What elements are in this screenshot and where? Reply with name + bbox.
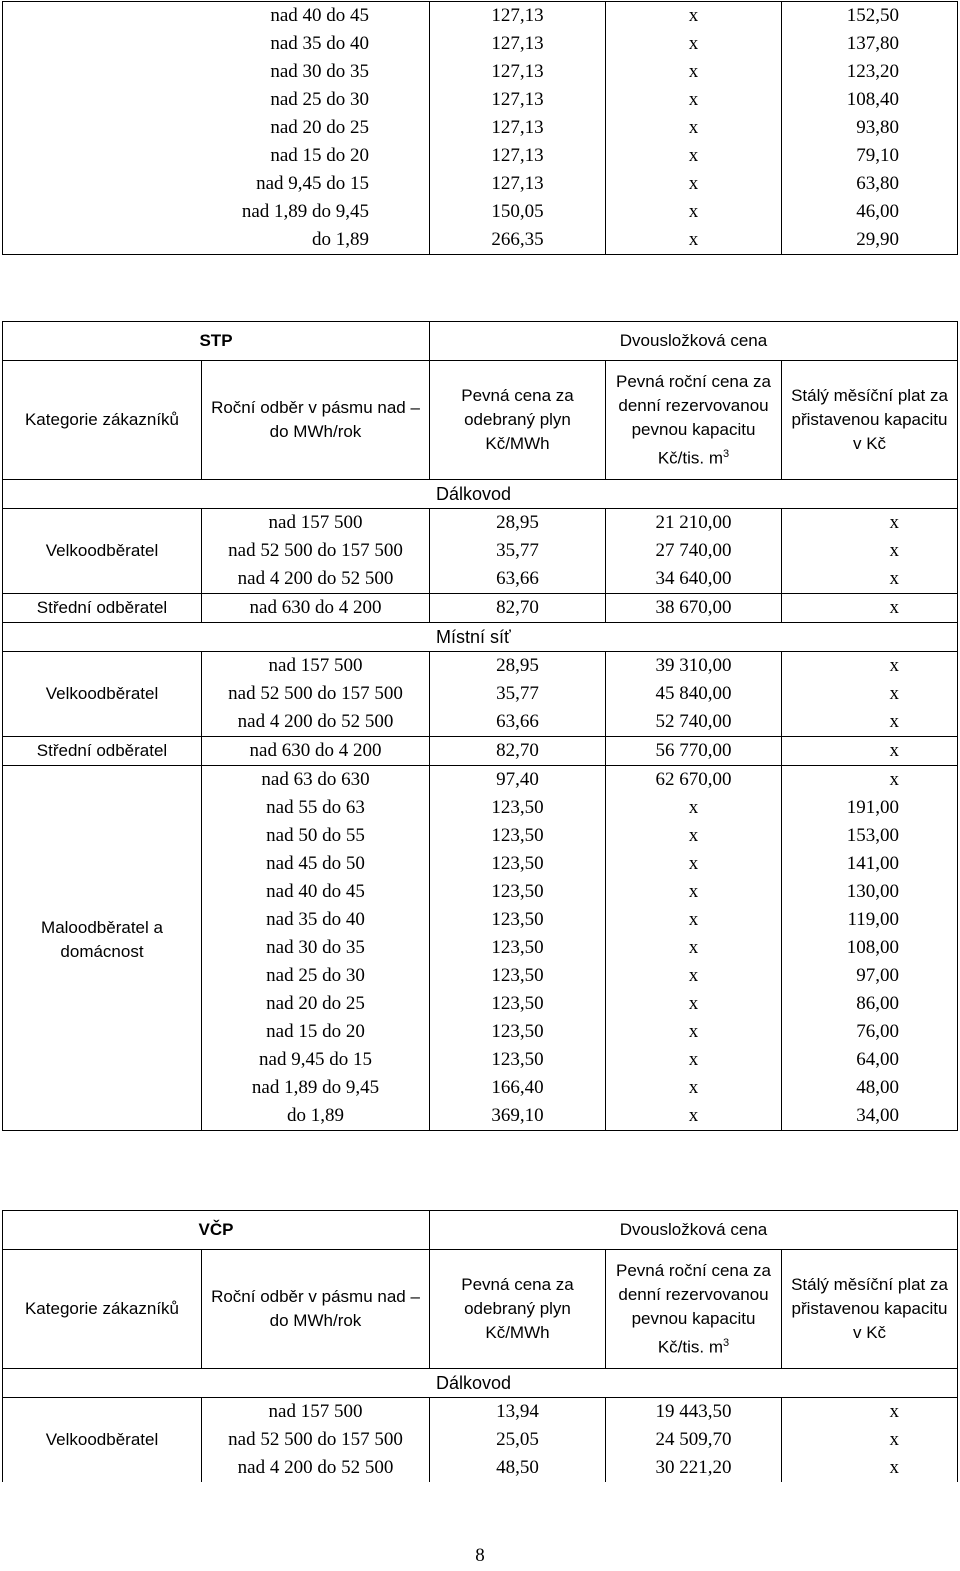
table-row bbox=[3, 1398, 958, 1427]
cell-monthly-fee: 97,00 bbox=[782, 962, 958, 990]
cell-fixed-price: 35,77 bbox=[430, 537, 606, 565]
cell-daily-capacity: x bbox=[606, 1046, 782, 1074]
cell-fixed-price: 127,13 bbox=[430, 86, 606, 114]
cell-range: nad 1,89 do 9,45 bbox=[3, 198, 430, 226]
cell-fixed-price: 127,13 bbox=[430, 170, 606, 198]
cell-monthly-fee: x bbox=[782, 537, 958, 565]
cell-daily-capacity: x bbox=[606, 794, 782, 822]
cell-fixed-price: 127,13 bbox=[430, 2, 606, 31]
header-daily-capacity bbox=[606, 361, 782, 480]
header-range: Roční odběr v pásmu nad – do MWh/rok bbox=[202, 361, 430, 480]
cell-fixed-price: 127,13 bbox=[430, 114, 606, 142]
cell-fixed-price: 97,40 bbox=[430, 766, 606, 795]
cell-fixed-price: 63,66 bbox=[430, 708, 606, 737]
cell-range: nad 630 do 4 200 bbox=[202, 594, 430, 623]
header-category: Kategorie zákazníků bbox=[3, 361, 202, 480]
cell-fixed-price: 266,35 bbox=[430, 226, 606, 255]
cell-range: nad 4 200 do 52 500 bbox=[202, 565, 430, 594]
cell-range: nad 4 200 do 52 500 bbox=[202, 1454, 430, 1482]
cell-range: nad 9,45 do 15 bbox=[3, 170, 430, 198]
vcp-table-body bbox=[3, 1211, 958, 1483]
cell-daily-capacity: x bbox=[606, 2, 782, 31]
two-part-price-header: Dvousložková cena bbox=[430, 1211, 958, 1250]
table-row bbox=[3, 170, 958, 198]
cell-fixed-price: 123,50 bbox=[430, 822, 606, 850]
cell-range: nad 25 do 30 bbox=[3, 86, 430, 114]
cell-range: nad 35 do 40 bbox=[202, 906, 430, 934]
header-fixed-price: Pevná cena za odebraný plyn Kč/MWh bbox=[430, 1250, 606, 1369]
cell-monthly-fee: 79,10 bbox=[782, 142, 958, 170]
table-row bbox=[3, 509, 958, 538]
cell-daily-capacity: x bbox=[606, 170, 782, 198]
cell-range: nad 4 200 do 52 500 bbox=[202, 708, 430, 737]
table-row bbox=[3, 198, 958, 226]
cell-range: nad 55 do 63 bbox=[202, 794, 430, 822]
category-stredni-odberatel: Střední odběratel bbox=[3, 594, 202, 623]
cell-daily-capacity: x bbox=[606, 30, 782, 58]
section-label-dalkovod: Dálkovod bbox=[3, 1369, 958, 1398]
cell-monthly-fee: x bbox=[782, 680, 958, 708]
cell-range: nad 9,45 do 15 bbox=[202, 1046, 430, 1074]
cell-monthly-fee: 130,00 bbox=[782, 878, 958, 906]
cell-fixed-price: 127,13 bbox=[430, 142, 606, 170]
cell-range: do 1,89 bbox=[202, 1102, 430, 1131]
cell-fixed-price: 28,95 bbox=[430, 652, 606, 681]
cell-fixed-price: 13,94 bbox=[430, 1398, 606, 1427]
table-row bbox=[3, 594, 958, 623]
cell-monthly-fee: 153,00 bbox=[782, 822, 958, 850]
cell-range: nad 30 do 35 bbox=[202, 934, 430, 962]
table-row bbox=[3, 1369, 958, 1398]
cell-fixed-price: 35,77 bbox=[430, 680, 606, 708]
cell-range: nad 630 do 4 200 bbox=[202, 737, 430, 766]
cell-daily-capacity: 27 740,00 bbox=[606, 537, 782, 565]
table-row bbox=[3, 30, 958, 58]
cell-fixed-price: 123,50 bbox=[430, 934, 606, 962]
cell-range: nad 35 do 40 bbox=[3, 30, 430, 58]
table-row bbox=[3, 2, 958, 31]
category-maloodberatel: Maloodběratel a domácnost bbox=[3, 766, 202, 1131]
cell-daily-capacity: 45 840,00 bbox=[606, 680, 782, 708]
cell-fixed-price: 82,70 bbox=[430, 737, 606, 766]
header-daily-sup: 3 bbox=[723, 1336, 730, 1349]
cell-daily-capacity: x bbox=[606, 1018, 782, 1046]
cell-daily-capacity: 56 770,00 bbox=[606, 737, 782, 766]
cell-range: nad 40 do 45 bbox=[3, 2, 430, 31]
cell-monthly-fee: x bbox=[782, 1426, 958, 1454]
table-row bbox=[3, 766, 958, 795]
cell-daily-capacity: 19 443,50 bbox=[606, 1398, 782, 1427]
header-monthly-fee: Stálý měsíční plat za přistavenou kapacitu v Kč bbox=[782, 1250, 958, 1369]
cell-daily-capacity: 38 670,00 bbox=[606, 594, 782, 623]
cell-fixed-price: 166,40 bbox=[430, 1074, 606, 1102]
cell-monthly-fee: 34,00 bbox=[782, 1102, 958, 1131]
header-daily-capacity bbox=[606, 1250, 782, 1369]
cell-range: nad 30 do 35 bbox=[3, 58, 430, 86]
cell-daily-capacity: x bbox=[606, 878, 782, 906]
table-row bbox=[3, 652, 958, 681]
cell-monthly-fee: x bbox=[782, 652, 958, 681]
table-row bbox=[3, 737, 958, 766]
cell-daily-capacity: x bbox=[606, 906, 782, 934]
page-number: 8 bbox=[475, 1545, 485, 1566]
header-daily-text: Pevná roční cena za denní rezervovanou pevnou kapacitu Kč/tis. m bbox=[616, 371, 771, 468]
cell-monthly-fee: 141,00 bbox=[782, 850, 958, 878]
cell-monthly-fee: x bbox=[782, 1398, 958, 1427]
category-velkoodberatel: Velkoodběratel bbox=[3, 652, 202, 737]
cell-range: nad 52 500 do 157 500 bbox=[202, 1426, 430, 1454]
continuation-table-body bbox=[3, 2, 958, 255]
table-row bbox=[3, 142, 958, 170]
cell-fixed-price: 150,05 bbox=[430, 198, 606, 226]
cell-range: nad 157 500 bbox=[202, 1398, 430, 1427]
cell-monthly-fee: 123,20 bbox=[782, 58, 958, 86]
category-stredni-odberatel: Střední odběratel bbox=[3, 737, 202, 766]
cell-daily-capacity: 39 310,00 bbox=[606, 652, 782, 681]
cell-monthly-fee: 46,00 bbox=[782, 198, 958, 226]
header-fixed-price: Pevná cena za odebraný plyn Kč/MWh bbox=[430, 361, 606, 480]
cell-monthly-fee: 152,50 bbox=[782, 2, 958, 31]
cell-range: nad 157 500 bbox=[202, 652, 430, 681]
cell-monthly-fee: 48,00 bbox=[782, 1074, 958, 1102]
cell-fixed-price: 82,70 bbox=[430, 594, 606, 623]
cell-daily-capacity: 30 221,20 bbox=[606, 1454, 782, 1482]
cell-range: do 1,89 bbox=[3, 226, 430, 255]
cell-monthly-fee: 64,00 bbox=[782, 1046, 958, 1074]
cell-monthly-fee: x bbox=[782, 708, 958, 737]
category-velkoodberatel: Velkoodběratel bbox=[3, 1398, 202, 1483]
cell-range: nad 20 do 25 bbox=[202, 990, 430, 1018]
cell-monthly-fee: 137,80 bbox=[782, 30, 958, 58]
cell-monthly-fee: 119,00 bbox=[782, 906, 958, 934]
cell-fixed-price: 127,13 bbox=[430, 30, 606, 58]
cell-daily-capacity: x bbox=[606, 822, 782, 850]
cell-monthly-fee: 93,80 bbox=[782, 114, 958, 142]
cell-monthly-fee: 191,00 bbox=[782, 794, 958, 822]
cell-range: nad 15 do 20 bbox=[3, 142, 430, 170]
cell-daily-capacity: x bbox=[606, 86, 782, 114]
cell-daily-capacity: x bbox=[606, 962, 782, 990]
stp-title: STP bbox=[3, 322, 430, 361]
cell-monthly-fee: x bbox=[782, 594, 958, 623]
two-part-price-header: Dvousložková cena bbox=[430, 322, 958, 361]
table-row bbox=[3, 58, 958, 86]
header-daily-sup: 3 bbox=[723, 447, 730, 460]
cell-monthly-fee: 63,80 bbox=[782, 170, 958, 198]
cell-range: nad 52 500 do 157 500 bbox=[202, 680, 430, 708]
header-monthly-fee: Stálý měsíční plat za přistavenou kapacitu v Kč bbox=[782, 361, 958, 480]
stp-table bbox=[2, 321, 958, 1131]
cell-fixed-price: 369,10 bbox=[430, 1102, 606, 1131]
cell-fixed-price: 123,50 bbox=[430, 878, 606, 906]
cell-fixed-price: 48,50 bbox=[430, 1454, 606, 1482]
cell-range: nad 20 do 25 bbox=[3, 114, 430, 142]
cell-range: nad 52 500 do 157 500 bbox=[202, 537, 430, 565]
cell-daily-capacity: x bbox=[606, 850, 782, 878]
cell-range: nad 1,89 do 9,45 bbox=[202, 1074, 430, 1102]
cell-daily-capacity: x bbox=[606, 114, 782, 142]
cell-daily-capacity: x bbox=[606, 142, 782, 170]
cell-fixed-price: 123,50 bbox=[430, 906, 606, 934]
cell-daily-capacity: x bbox=[606, 990, 782, 1018]
vcp-title: VČP bbox=[3, 1211, 430, 1250]
cell-daily-capacity: x bbox=[606, 226, 782, 255]
stp-table-body bbox=[3, 322, 958, 1131]
cell-daily-capacity: x bbox=[606, 934, 782, 962]
cell-monthly-fee: 108,00 bbox=[782, 934, 958, 962]
cell-fixed-price: 25,05 bbox=[430, 1426, 606, 1454]
cell-range: nad 45 do 50 bbox=[202, 850, 430, 878]
cell-daily-capacity: 52 740,00 bbox=[606, 708, 782, 737]
header-daily-text: Pevná roční cena za denní rezervovanou pevnou kapacitu Kč/tis. m bbox=[616, 1260, 771, 1357]
cell-fixed-price: 123,50 bbox=[430, 962, 606, 990]
cell-monthly-fee: 86,00 bbox=[782, 990, 958, 1018]
cell-fixed-price: 123,50 bbox=[430, 1046, 606, 1074]
cell-fixed-price: 28,95 bbox=[430, 509, 606, 538]
cell-monthly-fee: 108,40 bbox=[782, 86, 958, 114]
cell-range: nad 15 do 20 bbox=[202, 1018, 430, 1046]
cell-daily-capacity: 24 509,70 bbox=[606, 1426, 782, 1454]
cell-range: nad 40 do 45 bbox=[202, 878, 430, 906]
continuation-table bbox=[2, 1, 958, 255]
table-row bbox=[3, 480, 958, 509]
cell-monthly-fee: x bbox=[782, 1454, 958, 1482]
cell-monthly-fee: 29,90 bbox=[782, 226, 958, 255]
table-row bbox=[3, 226, 958, 255]
cell-range: nad 25 do 30 bbox=[202, 962, 430, 990]
table-row bbox=[3, 623, 958, 652]
section-label-dalkovod: Dálkovod bbox=[3, 480, 958, 509]
cell-daily-capacity: x bbox=[606, 1074, 782, 1102]
cell-fixed-price: 63,66 bbox=[430, 565, 606, 594]
cell-fixed-price: 123,50 bbox=[430, 990, 606, 1018]
cell-fixed-price: 123,50 bbox=[430, 794, 606, 822]
cell-daily-capacity: x bbox=[606, 1102, 782, 1131]
cell-fixed-price: 123,50 bbox=[430, 1018, 606, 1046]
cell-daily-capacity: 62 670,00 bbox=[606, 766, 782, 795]
cell-monthly-fee: x bbox=[782, 565, 958, 594]
cell-daily-capacity: x bbox=[606, 198, 782, 226]
cell-fixed-price: 123,50 bbox=[430, 850, 606, 878]
header-range: Roční odběr v pásmu nad – do MWh/rok bbox=[202, 1250, 430, 1369]
vcp-table bbox=[2, 1210, 958, 1482]
cell-range: nad 63 do 630 bbox=[202, 766, 430, 795]
cell-fixed-price: 127,13 bbox=[430, 58, 606, 86]
cell-monthly-fee: x bbox=[782, 766, 958, 795]
cell-range: nad 50 do 55 bbox=[202, 822, 430, 850]
cell-monthly-fee: x bbox=[782, 509, 958, 538]
table-row bbox=[3, 114, 958, 142]
cell-daily-capacity: x bbox=[606, 58, 782, 86]
cell-daily-capacity: 34 640,00 bbox=[606, 565, 782, 594]
table-row bbox=[3, 86, 958, 114]
category-velkoodberatel: Velkoodběratel bbox=[3, 509, 202, 594]
cell-range: nad 157 500 bbox=[202, 509, 430, 538]
cell-monthly-fee: x bbox=[782, 737, 958, 766]
header-category: Kategorie zákazníků bbox=[3, 1250, 202, 1369]
section-label-mistni-sit: Místní síť bbox=[3, 623, 958, 652]
cell-monthly-fee: 76,00 bbox=[782, 1018, 958, 1046]
cell-daily-capacity: 21 210,00 bbox=[606, 509, 782, 538]
